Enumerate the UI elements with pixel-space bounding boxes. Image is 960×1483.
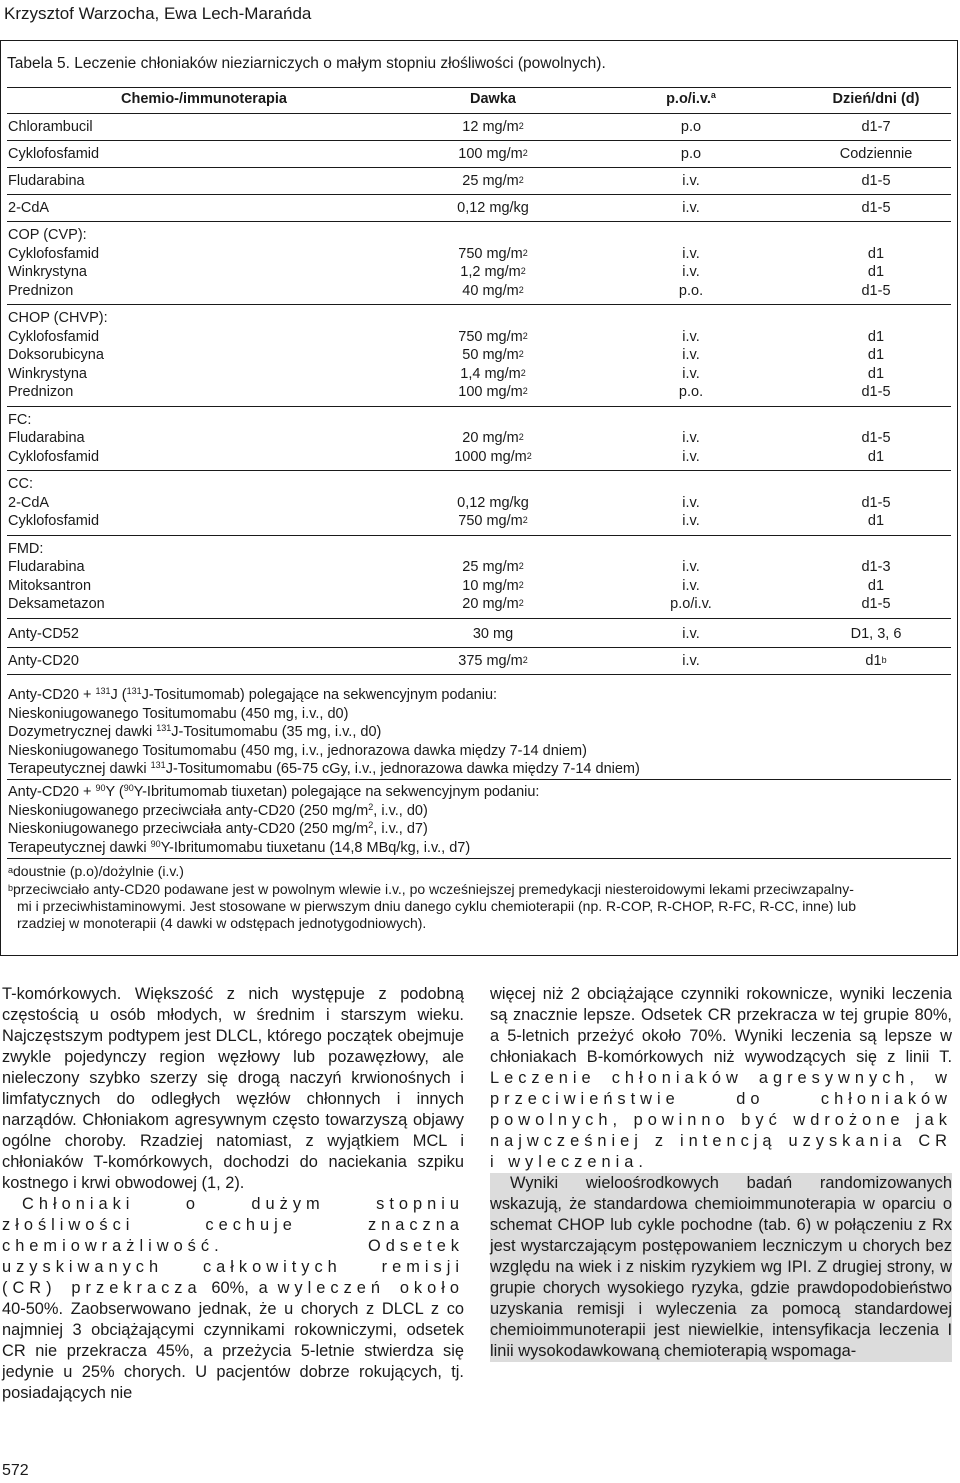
cell-dose: 375 $mg/m^2$ xyxy=(458,652,528,669)
cell-dose: 0,12 mg/kg xyxy=(457,200,529,216)
cell-dose: 30 mg xyxy=(472,625,514,642)
table-caption: Tabela 5. Leczenie chłoniaków nieziarniczych o małym stopniu złośliwości (powolnych). xyxy=(7,55,606,72)
table-row xyxy=(1,263,957,282)
cell-dose: 1000 $mg/m^2$ xyxy=(454,448,532,465)
cell-route: i.v. xyxy=(682,430,700,446)
cell-route: i.v. xyxy=(682,173,700,189)
column-header-dose: Dawka xyxy=(470,91,516,107)
cell-day: d1-5 xyxy=(861,200,891,216)
i131-line-5: Terapeutycznej dawki $^{131}$J-Tositumomabu (65-75 cGy, i.v., jednorazowa dawka między 7-14 dniem) xyxy=(8,760,640,777)
cell-dose: 100 $mg/m^2$ xyxy=(458,384,528,400)
group-title xyxy=(1,540,957,559)
column-header-route: p.o/i.v.$^a$ xyxy=(666,90,716,107)
table-row xyxy=(1,577,957,596)
table-row xyxy=(1,172,957,191)
cell-dose: 100 $mg/m^2$ xyxy=(458,146,528,162)
cell-route: i.v. xyxy=(682,200,700,216)
table-row xyxy=(1,346,957,365)
group-title-text: CHOP (CHVP): xyxy=(8,310,108,326)
row-divider xyxy=(7,535,951,536)
table-row xyxy=(1,282,957,301)
cell-route: i.v. xyxy=(682,559,700,575)
body-column-right xyxy=(490,984,952,1362)
cell-day: d1 xyxy=(867,513,885,529)
cell-day: Codziennie xyxy=(839,146,913,162)
cell-drug: Fludarabina xyxy=(8,173,85,189)
cell-dose: 25 $mg/m^2$ xyxy=(462,559,524,575)
table-row xyxy=(1,494,957,513)
cell-day: d1 xyxy=(867,328,885,345)
cell-route: i.v. xyxy=(682,494,700,511)
y90-line-2: Nieskoniugowanego przeciwciała anty-CD20 (250 $mg/m^2$, i.v., d0) xyxy=(8,801,428,819)
row-divider xyxy=(7,858,951,859)
cell-route: p.o. xyxy=(678,384,704,400)
paragraph: więcej niż 2 obciążające czynniki rokownicze, wyniki leczenia są znacznie lepsze. Odsetek CR przekracza w tej grupie 80%, a 5-letnich przeżyć około 70%. Wyniki leczenia są lepsze w chłoniakach B-komórkowych niż wywodzących się z linii T. Leczenie chłoniaków agresywnych, w przeciwieństwie do chłoniaków powolnych, powinno być wdrożone jak najwcześniej z intencją uzyskania CR i wyleczenia. xyxy=(490,985,952,1171)
group-title-text: COP (CVP): xyxy=(8,227,87,243)
cell-dose: 10 $mg/m^2$ xyxy=(462,577,524,594)
i131-line-4: Nieskoniugowanego Tositumomabu (450 mg, i.v., jednorazowa dawka między 7-14 dniem) xyxy=(8,742,587,759)
y90-line-1: Anty-CD20 + $^{90}$Y ($^{90}$Y-Ibritumomab tiuxetan) polegające na sekwencyjnym podaniu: xyxy=(8,783,540,800)
i131-line-2: Nieskoniugowanego Tositumomabu (450 mg, i.v., d0) xyxy=(8,705,349,722)
paragraph: Chłoniaki o dużym stopniu złośliwości cechuje znaczna chemiowrażliwość. Odsetek uzyskiwanych całkowitych remisji (CR) przekracza 60%, a wyleczeń około 40-50%. Zaobserwowano jednak, że u chorych z DLCL z co najmniej 3 obciążającymi czynnikami rokowniczymi, odsetek CR nie przekracza 45%, a przeżycia 5-letnie stwierdza się jedynie u 25% chorych. U pacjentów dobrze rokujących, tj. posiadających nie xyxy=(2,1195,465,1402)
group-title xyxy=(1,475,957,494)
table-row xyxy=(1,595,957,614)
cell-route: i.v. xyxy=(682,625,700,642)
row-divider xyxy=(7,779,951,780)
column-header-day: Dzień/dni (d) xyxy=(832,91,920,107)
row-divider xyxy=(7,113,951,114)
cell-drug: Fludarabina xyxy=(8,559,85,575)
cell-day: d1 xyxy=(867,448,885,465)
cell-drug: Anty-CD20 xyxy=(8,652,79,669)
table-row xyxy=(1,365,957,384)
cell-dose: 20 $mg/m^2$ xyxy=(462,430,524,446)
cell-day: d1 xyxy=(867,264,885,280)
cell-day: d1-5 xyxy=(861,494,891,511)
cell-day: d1 xyxy=(867,347,885,363)
cell-drug: Doksorubicyna xyxy=(8,347,104,363)
page-number: 572 xyxy=(2,1462,29,1479)
y90-line-4: Terapeutycznej dawki $^{90}$Y-Ibritumomabu tiuxetanu (14,8 MBq/kg, i.v., d7) xyxy=(8,838,471,856)
cell-drug: Fludarabina xyxy=(8,430,85,446)
cell-dose: 1,2 $mg/m^2$ xyxy=(460,264,526,280)
caption-divider xyxy=(7,87,951,88)
cell-day: d1-5 xyxy=(861,173,891,189)
cell-route: i.v. xyxy=(682,513,700,529)
highlighted-paragraph: Wyniki wieloośrodkowych badań randomizowanych wskazują, że standardowa chemioimmunoterapia w oparciu o schemat CHOP lub cykle pochodne (tab. 6) w połączeniu z Rx jest wystarczającym postępowaniem leczniczym u chorych bez względu na wiek i z niskim ryzykiem wg IPI. Z drugiej strony, w grupie chorych wysokiego ryzyka, gdzie prawdopodobieństwo uzyskania remisji i wyleczenia za pomocą standardowej chemioimmunoterapii jest niewielkie, intensyfikacja leczenia I linii wysokodawkowaną chemioterapią wspomaga- xyxy=(490,1174,952,1360)
cell-day: d1 xyxy=(867,365,885,382)
table-row xyxy=(1,512,957,531)
i131-line-1: Anty-CD20 + $^{131}$J ($^{131}$J-Tositumomab) polegające na sekwencyjnym podaniu: xyxy=(8,686,498,703)
paragraph: T-komórkowych. Większość z nich występuje z podobną częstością u osób młodych, w średnim i starszym wieku. Najczęstszym podtypem jest DLCL, którego początek obejmuje zwykle pojedynczy region węzłowy lub pozawęzłowy, ale nieleczony szybko szerzy się drogą naczyń krwionośnych i limfatycznych do odległych węzłów chłonnych i innych narządów. Chłoniakom agresywnym często towarzyszą objawy ogólne choroby. Rzadziej natomiast, z wyjątkiem MCL i chłoniaków T-komórkowych, dochodzi do naciekania szpiku kostnego i krwi obwodowej (1, 2). xyxy=(2,985,464,1192)
group-title-text: FMD: xyxy=(8,540,44,557)
table-row xyxy=(1,448,957,467)
cell-day: d1-5 xyxy=(861,596,891,612)
cell-route: i.v. xyxy=(682,652,700,669)
cell-drug: Mitoksantron xyxy=(8,577,92,594)
row-divider xyxy=(7,304,951,305)
table-row xyxy=(1,118,957,137)
cell-drug: Deksametazon xyxy=(8,596,105,612)
row-divider xyxy=(7,618,951,619)
cell-drug: Prednizon xyxy=(8,384,74,400)
row-divider xyxy=(7,167,951,168)
cell-day: d1-5 xyxy=(861,384,891,400)
cell-route: p.o xyxy=(680,146,702,162)
cell-day: d1$^b$ xyxy=(865,652,887,669)
cell-drug: Cyklofosfamid xyxy=(8,146,100,162)
table-5 xyxy=(0,40,958,956)
cell-drug: Prednizon xyxy=(8,282,74,299)
cell-dose: 750 $mg/m^2$ xyxy=(458,513,528,529)
row-divider xyxy=(7,194,951,195)
table-row xyxy=(1,328,957,347)
group-title xyxy=(1,226,957,245)
cell-drug: Cyklofosfamid xyxy=(8,328,100,345)
table-row xyxy=(1,245,957,264)
cell-dose: 12 $mg/m^2$ xyxy=(462,119,524,135)
table-row xyxy=(1,558,957,577)
cell-route: i.v. xyxy=(682,245,700,262)
group-title-text: CC: xyxy=(8,476,33,492)
running-header-authors: Krzysztof Warzocha, Ewa Lech-Marańda xyxy=(4,4,312,23)
row-divider xyxy=(7,647,951,648)
table-row xyxy=(1,199,957,218)
cell-route: i.v. xyxy=(682,365,700,382)
cell-day: d1-3 xyxy=(861,559,891,575)
cell-drug: 2-CdA xyxy=(8,200,50,216)
footnote-a: $^a$doustnie (p.o)/dożylnie (i.v.) xyxy=(8,863,184,879)
row-divider xyxy=(7,140,951,141)
cell-dose: 50 $mg/m^2$ xyxy=(462,347,524,363)
cell-drug: Winkrystyna xyxy=(8,264,87,280)
cell-route: i.v. xyxy=(682,328,700,345)
group-title xyxy=(1,411,957,430)
cell-dose: 25 $mg/m^2$ xyxy=(462,173,524,189)
cell-drug: 2-CdA xyxy=(8,494,50,511)
footnote-b: $^b$przeciwciało anty-CD20 podawane jest w powolnym wlewie i.v., po wcześniejszej premedykacji niesteroidowymi lekami przeciwzapalny- mi i przeciwhistaminowymi. Jest stosowane w pierwszym dniu danego cyklu chemioterapii (np. R-COP, R-CHOP, R-FC, R-CC, inne) lub rzadziej w monoterapii (4 dawki w odstępach jednotygodniowych). xyxy=(8,881,856,931)
cell-drug: Cyklofosfamid xyxy=(8,513,100,529)
cell-route: i.v. xyxy=(682,347,700,363)
table-row xyxy=(1,625,957,644)
cell-route: i.v. xyxy=(682,577,700,594)
row-divider xyxy=(7,221,951,222)
cell-dose: 1,4 $mg/m^2$ xyxy=(460,365,526,382)
table-row xyxy=(1,145,957,164)
row-divider xyxy=(7,406,951,407)
cell-dose: 750 $mg/m^2$ xyxy=(458,328,528,345)
cell-route: i.v. xyxy=(682,448,700,465)
cell-dose: 40 $mg/m^2$ xyxy=(462,282,524,299)
cell-route: i.v. xyxy=(682,264,700,280)
y90-line-3: Nieskoniugowanego przeciwciała anty-CD20 (250 $mg/m^2$, i.v., d7) xyxy=(8,820,428,837)
cell-drug: Winkrystyna xyxy=(8,365,87,382)
group-title xyxy=(1,309,957,328)
cell-day: d1-5 xyxy=(861,282,891,299)
cell-day: d1 xyxy=(867,577,885,594)
cell-route: p.o xyxy=(680,119,702,135)
cell-drug: Chlorambucil xyxy=(8,119,93,135)
cell-dose: 20 $mg/m^2$ xyxy=(462,596,524,612)
table-row xyxy=(1,383,957,402)
table-header-row xyxy=(1,91,957,113)
cell-day: D1, 3, 6 xyxy=(850,625,902,642)
column-header-drug: Chemio-/immunoterapia xyxy=(121,91,287,107)
cell-route: p.o. xyxy=(678,282,704,299)
body-column-left xyxy=(2,984,464,1404)
row-divider xyxy=(7,470,951,471)
table-row xyxy=(1,429,957,448)
row-divider xyxy=(7,674,951,675)
cell-dose: 750 $mg/m^2$ xyxy=(458,245,528,262)
cell-day: d1-7 xyxy=(861,119,891,135)
cell-drug: Cyklofosfamid xyxy=(8,245,100,262)
group-title-text: FC: xyxy=(8,411,32,428)
cell-drug: Anty-CD52 xyxy=(8,625,79,642)
cell-day: d1-5 xyxy=(861,430,891,446)
i131-line-3: Dozymetrycznej dawki $^{131}$J-Tositumomabu (35 mg, i.v., d0) xyxy=(8,723,382,740)
cell-drug: Cyklofosfamid xyxy=(8,448,100,465)
cell-dose: 0,12 mg/kg xyxy=(457,494,529,511)
table-row xyxy=(1,652,957,671)
cell-route: p.o/i.v. xyxy=(670,596,712,612)
cell-day: d1 xyxy=(867,245,885,262)
